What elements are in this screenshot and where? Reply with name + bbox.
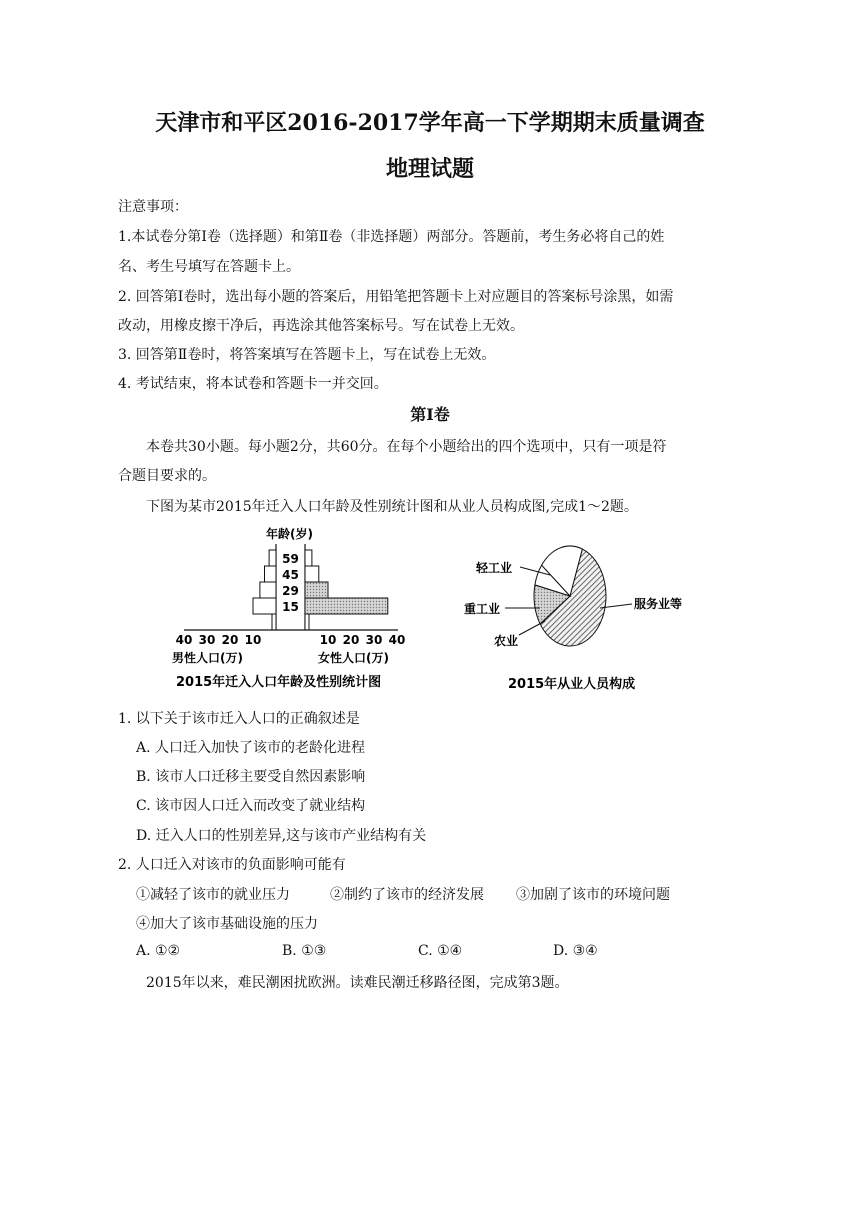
- question-2-statement-2: ②制约了该市的经济发展: [330, 887, 484, 903]
- section-intro: 本卷共30小题。每小题2分，共60分。在每个小题给出的四个选项中，只有一项是符: [146, 439, 667, 455]
- question-1-option-a: A. 人口迁入加快了该市的老龄化进程: [136, 740, 366, 756]
- leader-line: [520, 567, 550, 575]
- notice-line: 1.本试卷分第Ⅰ卷（选择题）和第Ⅱ卷（非选择题）两部分。答题前，考生务必将自己的姓: [118, 229, 665, 245]
- pyramid-title: 2015年迁入人口年龄及性别统计图: [176, 675, 382, 690]
- question-2-option-a: A. ①②: [136, 943, 181, 959]
- question-3-intro: 2015年以来，难民潮困扰欧洲。读难民潮迁移路径图，完成第3题。: [146, 975, 569, 991]
- pyramid-tick-left: 10: [244, 633, 262, 647]
- question-1-stem: 1. 以下关于该市迁入人口的正确叙述是: [118, 711, 360, 727]
- question-1-option-d: D. 迁入人口的性别差异,这与该市产业结构有关: [136, 828, 427, 844]
- question-2-option-d: D. ③④: [553, 943, 598, 959]
- pie-slice-services: [540, 549, 606, 646]
- section-intro: 合题目要求的。: [118, 468, 216, 484]
- question-2-statement-1: ①减轻了该市的就业压力: [136, 887, 290, 903]
- pie-title: 2015年从业人员构成: [508, 677, 636, 692]
- pyramid-category-label: 29: [282, 584, 299, 598]
- pie-slice-light-industry: [542, 546, 583, 596]
- pyramid-bar-female: [305, 550, 312, 566]
- pyramid-tick-right: 30: [365, 633, 383, 647]
- leader-line: [519, 621, 545, 635]
- pie-slice-agriculture: [535, 565, 570, 596]
- pie-label-light-industry: 轻工业: [476, 561, 513, 575]
- pyramid-category-label: 59: [282, 552, 299, 566]
- pie-label-agriculture: 农业: [494, 634, 519, 648]
- document-title: 天津市和平区2016-2017学年高一下学期期末质量调查: [155, 110, 705, 136]
- pie-slice-heavy-industry: [534, 585, 570, 624]
- pyramid-ylabel: 年龄(岁): [266, 527, 313, 541]
- pyramid-tick-right: 10: [319, 633, 337, 647]
- question-1-option-b: B. 该市人口迁移主要受自然因素影响: [136, 769, 366, 785]
- population-pyramid: [172, 526, 405, 690]
- pyramid-tick-left: 40: [175, 633, 193, 647]
- pyramid-bar-male: [272, 614, 276, 630]
- employment-pie: [464, 546, 682, 692]
- section-heading: 第Ⅰ卷: [410, 405, 450, 424]
- pie-label-services: 服务业等: [634, 597, 683, 611]
- pie-label-heavy-industry: 重工业: [464, 602, 501, 616]
- pyramid-xlabel-male: 男性人口(万): [172, 651, 243, 665]
- document-subtitle: 地理试题: [385, 156, 474, 182]
- pyramid-bar-male: [253, 598, 276, 614]
- notice-line: 3. 回答第Ⅱ卷时，将答案填写在答题卡上，写在试卷上无效。: [118, 347, 496, 363]
- question-1-option-c: C. 该市因人口迁入而改变了就业结构: [136, 798, 366, 814]
- question-2-option-c: C. ①④: [418, 943, 463, 959]
- pyramid-bar-female: [305, 614, 309, 630]
- pyramid-bar-male: [269, 550, 276, 566]
- question-2-option-b: B. ①③: [282, 943, 327, 959]
- pyramid-category-label: 45: [282, 568, 299, 582]
- figure-intro: 下图为某市2015年迁入人口年龄及性别统计图和从业人员构成图,完成1～2题。: [146, 499, 638, 515]
- pyramid-tick-right: 20: [342, 633, 360, 647]
- pyramid-tick-right: 40: [388, 633, 406, 647]
- pyramid-tick-left: 30: [198, 633, 216, 647]
- pyramid-bar-female: [305, 566, 319, 582]
- pyramid-bar-female: [305, 582, 328, 598]
- question-2-statement-3: ③加剧了该市的环境问题: [516, 887, 670, 903]
- pyramid-category-label: 15: [282, 600, 299, 614]
- notice-line: 名、考生号填写在答题卡上。: [118, 259, 300, 275]
- pyramid-tick-left: 20: [221, 633, 239, 647]
- pyramid-bar-male: [265, 566, 277, 582]
- notice-line: 4. 考试结束，将本试卷和答题卡一并交回。: [118, 376, 388, 392]
- pyramid-xlabel-female: 女性人口(万): [318, 651, 389, 665]
- pyramid-bar-female: [305, 598, 388, 614]
- notice-line: 2. 回答第Ⅰ卷时，选出每小题的答案后，用铅笔把答题卡上对应题目的答案标号涂黑，如需: [118, 289, 674, 305]
- question-2-stem: 2. 人口迁入对该市的负面影响可能有: [118, 857, 346, 873]
- pyramid-bar-male: [260, 582, 276, 598]
- notice-line: 改动，用橡皮擦干净后，再选涂其他答案标号。写在试卷上无效。: [118, 318, 524, 334]
- leader-line: [600, 604, 632, 608]
- notice-heading: 注意事项：: [118, 199, 188, 215]
- question-2-statement-4: ④加大了该市基础设施的压力: [136, 916, 318, 932]
